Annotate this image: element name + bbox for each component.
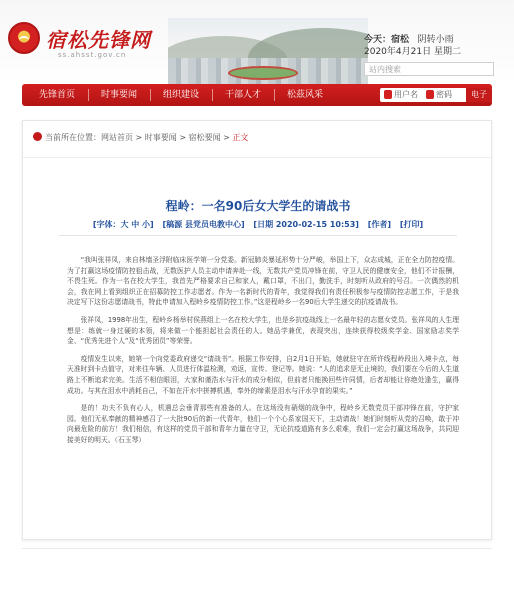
article-body bbox=[67, 255, 459, 453]
article-source: [稿源 县党员电教中心] bbox=[162, 220, 245, 229]
party-emblem-icon bbox=[8, 22, 40, 54]
current-date: 2020年4月21日 星期二 bbox=[364, 47, 461, 57]
main-nav bbox=[22, 84, 492, 106]
nav-item-home[interactable]: 先锋首页 bbox=[38, 90, 75, 100]
article-meta bbox=[23, 219, 493, 230]
header-banner-image bbox=[168, 18, 368, 84]
login-button[interactable]: 电子 bbox=[466, 88, 492, 102]
nav-item-news[interactable]: 时事要闻 bbox=[100, 90, 137, 100]
breadcrumb-home[interactable]: 网站首页 bbox=[101, 133, 133, 142]
breadcrumb-separator: > bbox=[135, 133, 143, 142]
site-name: 宿松先锋网 bbox=[46, 28, 151, 52]
breadcrumb-news[interactable]: 时事要闻 bbox=[144, 133, 177, 142]
nav-divider bbox=[212, 89, 213, 101]
nav-item-cadres[interactable]: 干部人才 bbox=[224, 90, 261, 100]
site-logo[interactable] bbox=[8, 22, 178, 60]
weather-value: 阴转小雨 bbox=[417, 35, 454, 45]
article-author: [作者] bbox=[367, 220, 392, 229]
user-icon bbox=[384, 90, 392, 99]
weather-label: 今天：宿松 bbox=[364, 35, 410, 45]
location-pin-icon bbox=[33, 132, 42, 141]
nav-divider bbox=[150, 89, 151, 101]
breadcrumb bbox=[33, 131, 248, 145]
lock-icon bbox=[426, 90, 434, 99]
article-card bbox=[22, 120, 492, 540]
breadcrumb-separator: > bbox=[223, 133, 230, 142]
article-title: 程岭：一名90后女大学生的请战书 bbox=[165, 199, 351, 213]
footer-divider bbox=[22, 548, 492, 549]
breadcrumb-separator: > bbox=[179, 133, 187, 142]
nav-divider bbox=[88, 89, 89, 101]
nav-item-organization[interactable]: 组织建设 bbox=[162, 90, 199, 100]
password-field[interactable]: 密码 bbox=[436, 90, 452, 99]
login-bar bbox=[380, 88, 492, 102]
site-domain: ss.ahsst.gov.cn bbox=[58, 51, 127, 59]
breadcrumb-prefix: 当前所在位置： bbox=[45, 133, 101, 142]
username-field[interactable]: 用户名 bbox=[394, 90, 418, 99]
breadcrumb-local-news[interactable]: 宿松要闻 bbox=[188, 133, 221, 142]
article-paragraph: 是的！功夫不负有心人，机遇总会垂青那些有准备的人。在这场没有硝烟的战争中，程岭乡无数党员干部冲锋在前，守护家园。他们无私奉献的精神感召了一大批90后的新一代青年，他们一个个心系家国天下，主动请战！她们时刻听从党的召唤，敢于冲向最危险的前方！我们相信，有这样的党员干部和青年力量在守卫，无论抗疫道路有多么艰难，我们一定会打赢这场战争，共同迎接美好的明天。（石玉琴） bbox=[67, 404, 459, 444]
font-size-control[interactable]: [字体：大 中 小] bbox=[92, 220, 154, 229]
article-date: [日期 2020-02-15 10:53] bbox=[253, 220, 359, 229]
nav-item-style[interactable]: 松茲风采 bbox=[286, 90, 323, 100]
site-header bbox=[0, 0, 514, 86]
breadcrumb-current: 正文 bbox=[232, 133, 249, 142]
breadcrumb-divider bbox=[23, 157, 493, 158]
meta-divider bbox=[59, 235, 457, 236]
article-paragraph: 疫情发生以来，她第一个向党委政府递交“请战书”。根据工作安排，自2月1日开始，她就驻守在所许线程岭段出入境卡点，每天准时到卡点值守，对来往车辆、人员进行体温检测，劝返，宣传、登记等。她说：“人的追求是无止境的，我们要在今后的人生道路上不断追求完美。生活不相信眼泪，大家和谨浩水与汗水的成分相似，但前者只能换回些许同情，后者却能让你绝处逢生，赢得成功。与其在泪水中消耗自己，不如在汗水中拼搏机遇，奉外的缔素是泪水与汗水孕育的果实。” bbox=[67, 354, 459, 395]
nav-divider bbox=[274, 89, 275, 101]
print-link[interactable]: [打印] bbox=[399, 220, 424, 229]
site-search-input[interactable]: 站内搜索 bbox=[364, 62, 494, 76]
article-paragraph: 张祥凤，1998年出生，程岭乡杨举村侯燕组上一名在校大学生，也是乡抗疫战线上一名最年轻的志愿女党员。张祥凤的人生理想是：练就一身过硬的本领，将来做一个能担起社会责任的人。她品学兼优，表现突出，连续获得校级奖学金、国家励志奖学金、“优秀先进个人”及“优秀团员”等荣誉。 bbox=[67, 315, 459, 346]
article-paragraph: “我叫张祥凤，来自林墙圣浮附临床医学第一分党委。新冠肺炎暴延形势十分严峻，举国上下，众志成城，正在全力防控疫情。为了打赢这场疫情防控狙击战，无数医护人员主动申请奔赴一线，无数共产党员冲锋在前，守卫人民的健康安全，他们不计报酬，不畏生死。作为一名在校大学生，我首先严格要求自己和家人，戴口罩，不出门，勤洗手，时刻听从政府的号召。一次偶然的机会，我在网上看到组织正在招募防控工作志愿者。作为一名新时代的青年，我觉得我们有责任积极参与疫情防控志愿工作，于是我决定写下这份志愿请战书，特此申请加入程岭乡疫情防控工作。”这是程岭乡一名90后大学生递交的抗疫请战书。 bbox=[67, 256, 459, 307]
